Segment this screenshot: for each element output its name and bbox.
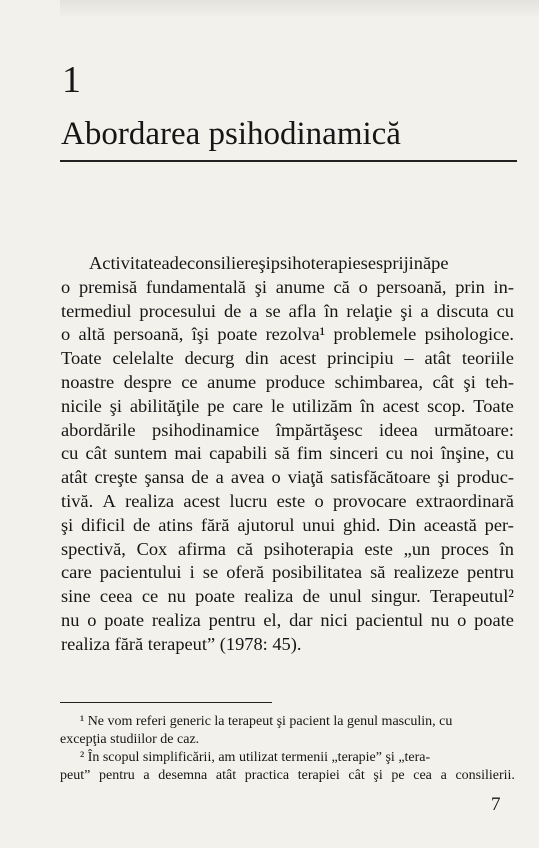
- body-line: atât creşte şansa de a avea o viaţă satisfăcătoare şi produc-: [61, 467, 514, 488]
- footnote-line: peut” pentru a desemna atât practica terapiei cât şi pe cea a consilierii.: [60, 768, 515, 783]
- body-line: spectivă, Cox afirma că psihoterapia este „un proces în: [61, 538, 514, 559]
- body-line: o altă persoană, îşi poate rezolva¹ problemele psihologice.: [61, 324, 514, 345]
- chapter-number: 1: [62, 59, 81, 101]
- footnote-line: ² În scopul simplificării, am utilizat termenii „terapie” şi „tera-: [80, 750, 431, 765]
- body-line: nu o poate realiza pentru el, dar nici pacientul nu o poate: [61, 609, 514, 630]
- facing-page-shadow: [60, 0, 539, 18]
- body-line: cu cât suntem mai capabili să fim sinceri cu noi înşine, cu: [61, 443, 514, 464]
- body-line: care pacientului i se oferă posibilitatea să realizeze pentru: [61, 562, 514, 583]
- chapter-title: Abordarea psihodinamică: [61, 116, 401, 152]
- footnote-line: excepţia studiilor de caz.: [60, 732, 200, 747]
- body-line: nicile şi abilităţile pe care le utilizăm în acest scop. Toate: [61, 395, 514, 416]
- page-number: 7: [491, 794, 501, 815]
- body-line: Activitateadeconsiliereşipsihoterapiesesprijinăpe: [89, 253, 449, 273]
- body-paragraph: [61, 252, 514, 657]
- body-line: şi dificil de atins fără ajutorul unui ghid. Din această per-: [61, 514, 514, 535]
- footnote-line: ¹ Ne vom referi generic la terapeut şi pacient la genul masculin, cu: [80, 714, 453, 729]
- body-line: abordările psihodinamice împărtăşesc ideea următoare:: [61, 419, 514, 440]
- chapter-title-rule: [60, 160, 517, 162]
- body-line: tivă. A realiza acest lucru este o provocare extraordinară: [61, 490, 514, 511]
- body-line: sine ceea ce nu poate realiza de unul singur. Terapeutul²: [61, 586, 514, 607]
- body-line: Toate celelalte decurg din acest principiu – atât teoriile: [61, 348, 514, 369]
- body-line: o premisă fundamentală şi anume că o persoană, prin in-: [61, 276, 514, 297]
- footnote-separator: [60, 702, 272, 703]
- body-line: termediul procesului de a se afla în relaţie şi a discuta cu: [61, 300, 514, 321]
- body-line: realiza fără terapeut” (1978: 45).: [61, 633, 302, 654]
- footnotes: [60, 713, 515, 785]
- body-line: noastre despre ce anume produce schimbarea, cât şi teh-: [61, 371, 514, 392]
